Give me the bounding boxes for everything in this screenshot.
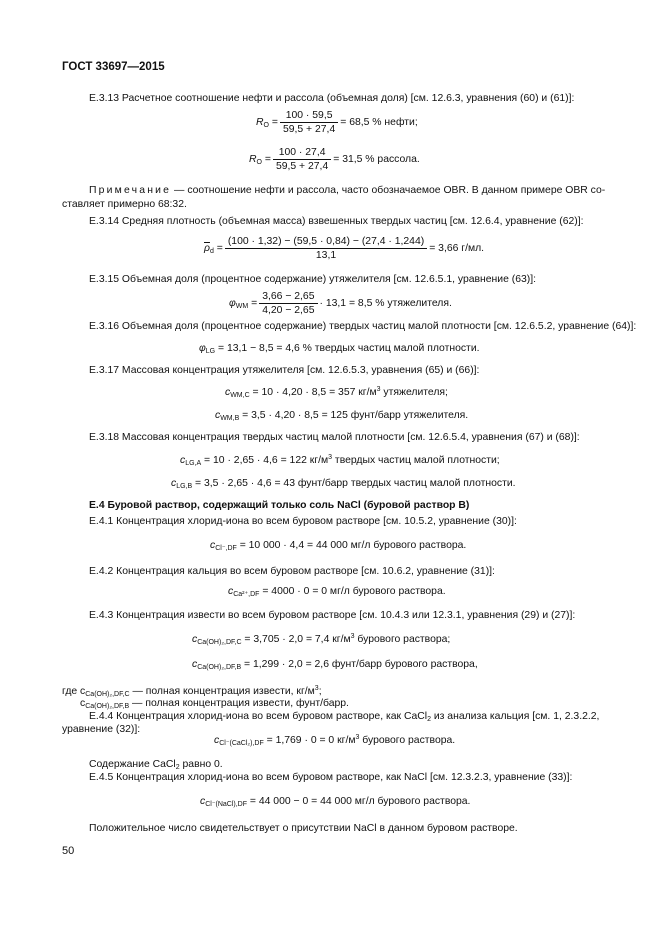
equation-c-wm-c — [225, 386, 448, 399]
equation-c-caoh2-c — [192, 633, 450, 646]
eq-result: = 10 · 2,65 · 4,6 = 122 кг/м — [204, 455, 329, 466]
section-e43: Е.4.3 Концентрация извести во всем буровом растворе [см. 10.4.3 или 12.3.1, уравнения (29) и (27)]: — [89, 610, 576, 621]
section-e315: Е.3.15 Объемная доля (процентное содержание) утяжелителя [см. 12.6.5.1, уравнение (63)]: — [89, 274, 537, 285]
equation-c-cl-cacl2 — [214, 734, 455, 747]
eq-tail: бурового раствора. — [359, 735, 456, 746]
eq-tail: бурового раствора; — [354, 634, 451, 645]
equation-c-caoh2-b — [192, 659, 478, 671]
equation-phi-lg — [199, 343, 480, 355]
note-label: Примечание — [89, 185, 172, 196]
equation-c-ca-df — [228, 586, 446, 598]
eq-result: = 3,66 г/мл. — [429, 243, 485, 254]
eq-result: = 1,769 · 0 = 0 кг/м — [266, 735, 356, 746]
cacl2-statement — [89, 759, 223, 771]
fraction-numerator: (100 · 1,32) − (59,5 · 0,84) − (27,4 · 1,244) — [225, 236, 427, 249]
final-statement: Положительное число свидетельствует о присутствии NaCl в данном буровом растворе. — [89, 823, 518, 834]
eq-subscript: d — [209, 247, 214, 255]
fraction-denominator: 4,20 − 2,65 — [262, 305, 315, 316]
fraction-numerator: 100 · 27,4 — [273, 147, 331, 160]
eq-result: = 3,5 · 2,65 · 4,6 = 43 фунт/барр твердых частиц малой плотности. — [195, 478, 516, 489]
eq-superscript: 3 — [350, 633, 355, 640]
eq-superscript: 3 — [328, 454, 333, 461]
section-e4-heading: Е.4 Буровой раствор, содержащий только соль NaCl (буровой раствор В) — [89, 500, 470, 511]
where-text: — полная концентрация извести, кг/м — [129, 686, 315, 697]
equation-rho-d: $\overline{\rho}_d$ = $\frac{(100 \cdot 1,32) - (59,5 \cdot 0,84) - (27,4 \cdot 1,244)}{13,1}$ = 3,66 г/мл. — [204, 236, 485, 261]
cacl2-tail: равно 0. — [179, 759, 223, 770]
eq-result: = 1,299 · 2,0 = 2,6 фунт/барр бурового раствора, — [244, 659, 478, 670]
eq-symbol: c — [215, 410, 221, 421]
section-e41: Е.4.1 Концентрация хлорид-иона во всем буровом растворе [см. 10.5.2, уравнение (30)]: — [89, 516, 517, 527]
eq-result: = 31,5 % рассола. — [333, 154, 420, 165]
where-superscript: 3 — [314, 685, 319, 692]
note-text: — соотношение нефти и рассола, часто обозначаемое OBR. В данном примере OBR со- — [171, 185, 606, 196]
equation-c-wm-b — [215, 410, 468, 422]
eq-result: = 10 · 4,20 · 8,5 = 357 кг/м — [252, 387, 377, 398]
section-e314: Е.3.14 Средняя плотность (объемная масса) взвешенных твердых частиц [см. 12.6.4, уравнение (62)]: — [89, 216, 584, 227]
eq-symbol: $\overline{\rho}$ — [204, 242, 210, 254]
eq-tail: твердых частиц малой плотности; — [332, 455, 500, 466]
eq-subscript: Ca²⁺,DF — [233, 591, 260, 598]
equation-c-lg-b — [171, 478, 516, 490]
fraction-numerator: 3,66 − 2,65 — [259, 291, 317, 304]
cacl2-subscript: 2 — [175, 764, 180, 771]
eq-subscript: O — [263, 121, 269, 129]
eq-subscript: LG — [205, 348, 216, 355]
eq-superscript: 3 — [355, 734, 360, 741]
where-subscript: Ca(OH)₂,DF,B — [85, 703, 130, 710]
eq-result: = 3,705 · 2,0 = 7,4 кг/м — [244, 634, 351, 645]
eq-symbol: c — [225, 387, 231, 398]
eq-result: = 68,5 % нефти; — [340, 117, 418, 128]
eq-result: = 4000 · 0 = 0 мг/л бурового раствора. — [262, 586, 446, 597]
eq-symbol: c — [228, 586, 234, 597]
eq-subscript: LG,A — [185, 460, 202, 467]
equation-c-cl-df — [210, 540, 466, 552]
page-number: 50 — [62, 845, 75, 857]
fraction-denominator: 13,1 — [315, 250, 337, 261]
equation-c-lg-a — [180, 454, 500, 467]
eq-subscript: Ca(OH)₂,DF,B — [197, 664, 242, 671]
cacl2-text: Содержание CaCl — [89, 759, 176, 770]
eq-subscript: WM,B — [220, 415, 240, 422]
where-prefix: где c — [62, 686, 86, 697]
where-line-1 — [62, 685, 322, 698]
note — [89, 185, 605, 196]
section-e44 — [89, 711, 599, 723]
equation-ro-brine: $R_O$ = $\frac{100 \cdot 27,4}{59,5 + 27,4}$ = 31,5 % рассола. — [249, 147, 420, 172]
eq-symbol: c — [214, 735, 220, 746]
section-e45: Е.4.5 Концентрация хлорид-иона во всем буровом растворе, как NaCl [см. 12.3.2.3, уравнение (33)]: — [89, 772, 573, 783]
eq-symbol: R — [249, 153, 257, 165]
eq-subscript: WM — [235, 302, 249, 310]
eq-symbol: φ — [199, 343, 206, 354]
eq-result: = 10 000 · 4,4 = 44 000 мг/л бурового раствора. — [239, 540, 467, 551]
eq-symbol: c — [192, 659, 198, 670]
equation-phi-wm: $\varphi_{WM}$ = $\frac{3,66 - 2,65}{4,20 - 2,65}$ · 13,1 = 8,5 % утяжелителя. — [229, 291, 452, 316]
fraction-denominator: 59,5 + 27,4 — [282, 124, 336, 135]
fraction-denominator: 59,5 + 27,4 — [275, 161, 329, 172]
section-e317: Е.3.17 Массовая концентрация утяжелителя [см. 12.6.5.3, уравнения (65) и (66)]: — [89, 365, 480, 376]
where-prefix: c — [80, 698, 86, 709]
eq-superscript: 3 — [376, 386, 381, 393]
equation-ro-oil: $R_O$ = $\frac{100 \cdot 59,5}{59,5 + 27,4}$ = 68,5 % нефти; — [256, 110, 418, 135]
where-text: — полная концентрация извести, фунт/барр. — [129, 698, 349, 709]
section-e318: Е.3.18 Массовая концентрация твердых частиц малой плотности [см. 12.6.5.4, уравнения (67) и (68)]: — [89, 432, 580, 443]
eq-symbol: c — [210, 540, 216, 551]
eq-subscript: O — [256, 158, 262, 166]
where-subscript: Ca(OH)₂,DF,C — [85, 691, 130, 698]
fraction — [225, 236, 427, 261]
section-e44-subscript: 2 — [427, 716, 431, 723]
section-e44-line2: уравнение (32)]: — [62, 724, 141, 735]
eq-result: = 13,1 − 8,5 = 4,6 % твердых частиц малой плотности. — [218, 343, 480, 354]
note-continuation: ставляет примерно 68:32. — [62, 199, 187, 210]
eq-symbol: c — [180, 455, 186, 466]
where-line-2 — [80, 698, 349, 710]
section-e42: Е.4.2 Концентрация кальция во всем буровом растворе [см. 10.6.2, уравнение (31)]: — [89, 566, 495, 577]
eq-tail: утяжелителя; — [380, 387, 448, 398]
section-e44-tail: из анализа кальция [см. 1, 2.3.2.2, — [430, 711, 600, 722]
eq-subscript: Cl⁻(NaCl),DF — [205, 801, 248, 808]
where-end: ; — [318, 686, 322, 697]
fraction-numerator: 100 · 59,5 — [280, 110, 338, 123]
eq-result: = 3,5 · 4,20 · 8,5 = 125 фунт/барр утяжелителя. — [242, 410, 469, 421]
fraction — [280, 110, 338, 135]
section-e316: Е.3.16 Объемная доля (процентное содержание) твердых частиц малой плотности [см. 12.6.5.2, уравнение (64)]: — [89, 321, 637, 332]
fraction — [273, 147, 331, 172]
eq-subscript: LG,B — [176, 483, 193, 490]
document-header: ГОСТ 33697—2015 — [62, 61, 165, 73]
fraction — [259, 291, 317, 316]
eq-symbol: φ — [229, 297, 236, 309]
eq-symbol: c — [192, 634, 198, 645]
equation-c-cl-nacl — [200, 796, 470, 808]
section-e44-text: Е.4.4 Концентрация хлорид-иона во всем буровом растворе, как CaCl — [89, 711, 428, 722]
eq-symbol: c — [171, 478, 177, 489]
eq-symbol: R — [256, 116, 264, 128]
eq-subscript: Cl⁻,DF — [215, 545, 237, 552]
eq-subscript: Cl⁻(CaCl₂),DF — [219, 740, 264, 747]
eq-subscript: WM,C — [230, 392, 250, 399]
eq-symbol: c — [200, 796, 206, 807]
eq-result: · 13,1 = 8,5 % утяжелителя. — [319, 298, 452, 309]
section-e313: Е.3.13 Расчетное соотношение нефти и рассола (объемная доля) [см. 12.6.3, уравнения (60) и (61)]: — [89, 93, 575, 104]
eq-result: = 44 000 − 0 = 44 000 мг/л бурового раствора. — [249, 796, 471, 807]
eq-subscript: Ca(OH)₂,DF,C — [197, 639, 242, 646]
